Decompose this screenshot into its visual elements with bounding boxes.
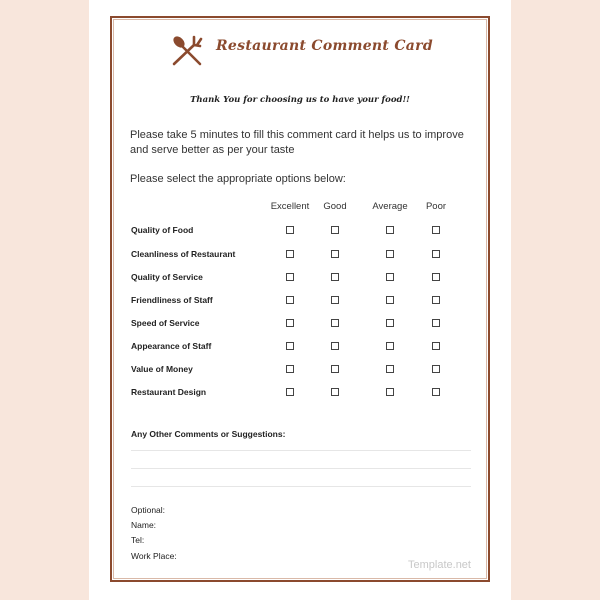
column-header-excellent: Excellent xyxy=(270,201,310,212)
name-field-label: Name: xyxy=(131,520,157,530)
rating-checkbox[interactable] xyxy=(432,226,440,234)
rating-checkbox[interactable] xyxy=(331,273,339,281)
rating-checkbox[interactable] xyxy=(432,388,440,396)
work-place-field-label: Work Place: xyxy=(131,551,177,561)
card-title: Restaurant Comment Card xyxy=(216,38,433,54)
rating-checkbox[interactable] xyxy=(386,250,394,258)
rating-checkbox[interactable] xyxy=(286,226,294,234)
column-header-poor: Poor xyxy=(425,201,447,212)
rating-checkbox[interactable] xyxy=(331,296,339,304)
watermark: Template.net xyxy=(408,559,471,571)
spoon-fork-crossed-icon xyxy=(170,33,204,67)
rating-checkbox[interactable] xyxy=(286,365,294,373)
rating-checkbox[interactable] xyxy=(432,319,440,327)
rating-checkbox[interactable] xyxy=(286,296,294,304)
rating-row-label: Friendliness of Staff xyxy=(131,295,213,305)
rating-checkbox[interactable] xyxy=(386,388,394,396)
rating-checkbox[interactable] xyxy=(432,365,440,373)
thank-you-message: Thank You for choosing us to have your food!! xyxy=(190,95,410,105)
rating-row-label: Appearance of Staff xyxy=(131,341,212,351)
intro-text: Please take 5 minutes to fill this comment card it helps us to improve and serve better as per your taste xyxy=(130,129,464,156)
rating-checkbox[interactable] xyxy=(386,273,394,281)
rating-row-label: Restaurant Design xyxy=(131,387,207,397)
rating-checkbox[interactable] xyxy=(331,365,339,373)
rating-row-label: Speed of Service xyxy=(131,318,200,328)
rating-checkbox[interactable] xyxy=(386,365,394,373)
optional-heading: Optional: xyxy=(131,505,166,515)
rating-row-label: Cleanliness of Restaurant xyxy=(131,249,236,259)
tel-field-label: Tel: xyxy=(131,535,145,545)
rating-checkbox[interactable] xyxy=(331,388,339,396)
rating-row-label: Value of Money xyxy=(131,364,193,374)
rating-checkbox[interactable] xyxy=(286,250,294,258)
select-instructions: Please select the appropriate options below: xyxy=(130,173,346,185)
rating-checkbox[interactable] xyxy=(331,342,339,350)
rating-checkbox[interactable] xyxy=(386,319,394,327)
rating-checkbox[interactable] xyxy=(432,273,440,281)
rating-checkbox[interactable] xyxy=(286,319,294,327)
column-header-average: Average xyxy=(372,201,408,212)
rating-checkbox[interactable] xyxy=(286,388,294,396)
rating-row-label: Quality of Service xyxy=(131,272,203,282)
rating-checkbox[interactable] xyxy=(331,226,339,234)
rating-checkbox[interactable] xyxy=(386,296,394,304)
rating-checkbox[interactable] xyxy=(386,342,394,350)
rating-checkbox[interactable] xyxy=(432,296,440,304)
rating-row-label: Quality of Food xyxy=(131,225,194,235)
rating-checkbox[interactable] xyxy=(432,250,440,258)
rating-checkbox[interactable] xyxy=(286,273,294,281)
comment-line[interactable] xyxy=(131,450,471,451)
column-header-good: Good xyxy=(323,201,347,212)
comments-label: Any Other Comments or Suggestions: xyxy=(131,429,286,439)
rating-checkbox[interactable] xyxy=(286,342,294,350)
comment-line[interactable] xyxy=(131,468,471,469)
rating-checkbox[interactable] xyxy=(386,226,394,234)
rating-checkbox[interactable] xyxy=(331,250,339,258)
rating-checkbox[interactable] xyxy=(432,342,440,350)
rating-checkbox[interactable] xyxy=(331,319,339,327)
comment-line[interactable] xyxy=(131,486,471,487)
